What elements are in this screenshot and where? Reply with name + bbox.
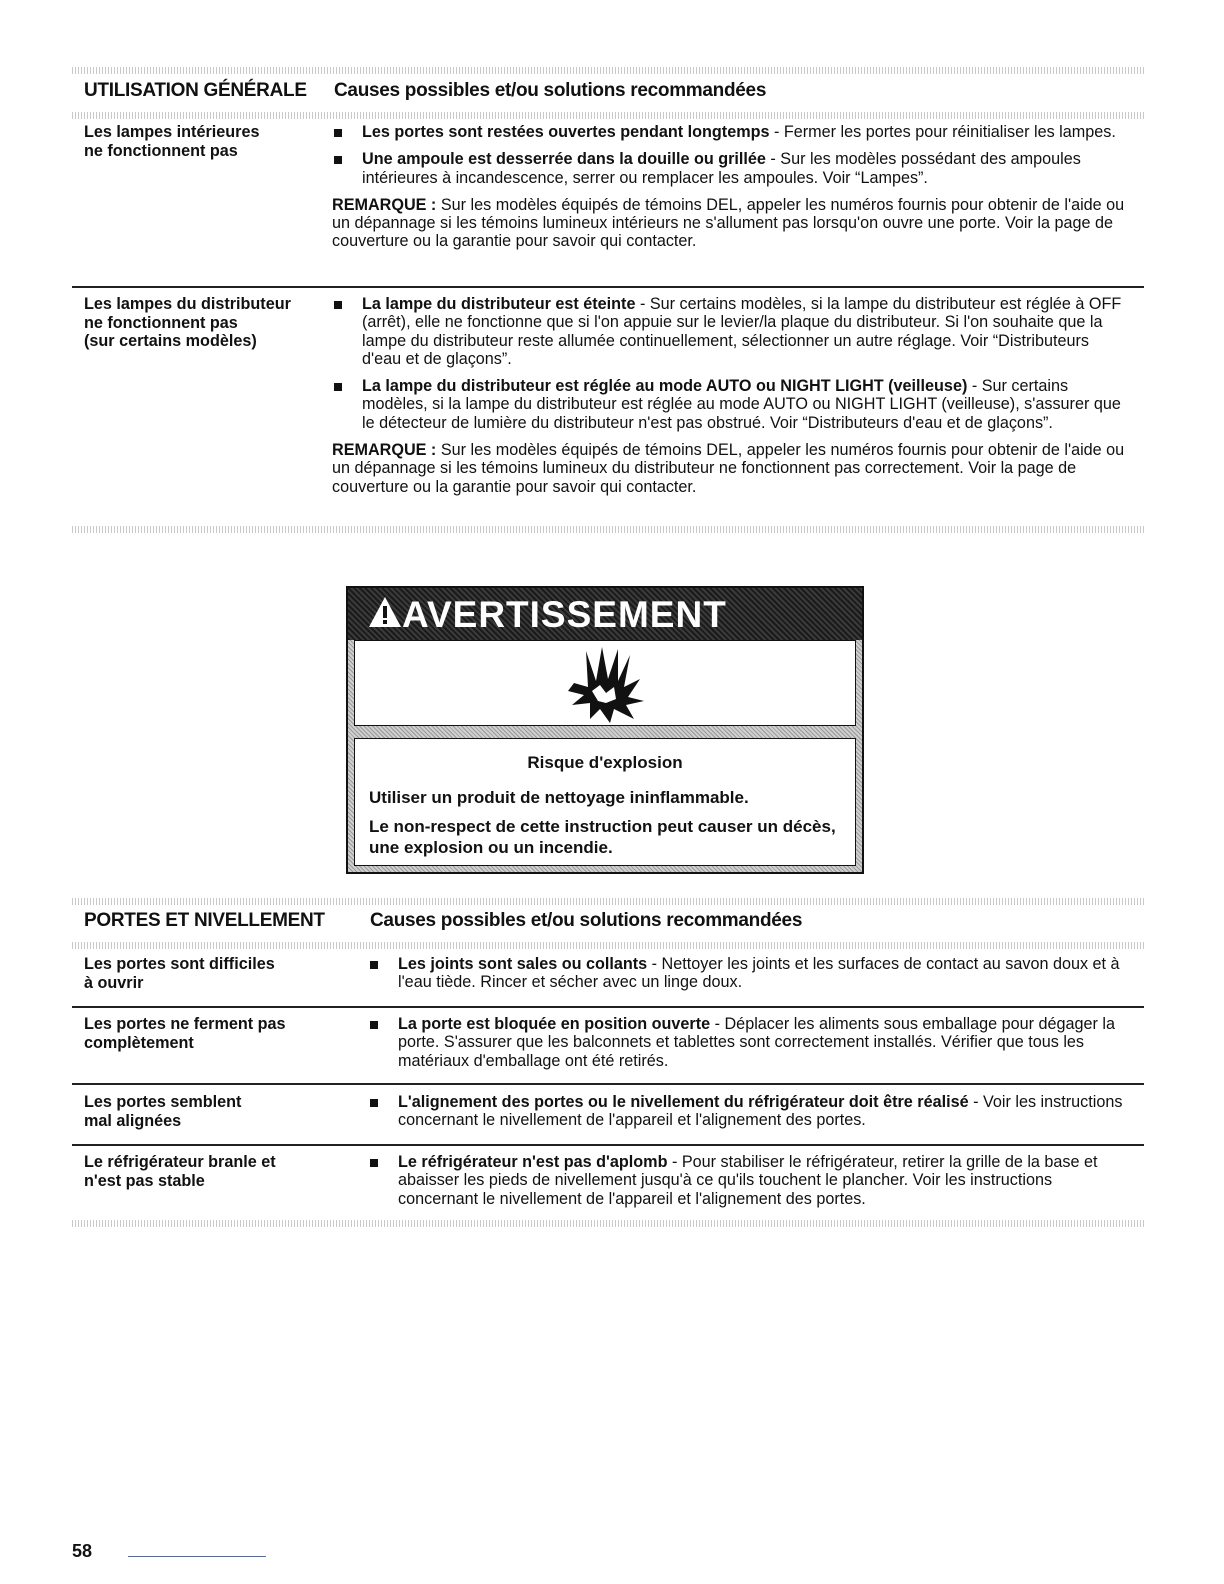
bullet-icon [334, 129, 342, 137]
cause-text: - Voir les instructions concernant le nivellement de l'appareil et l'alignement des portes. [398, 1093, 1123, 1130]
note-label: REMARQUE : [332, 441, 437, 460]
cause-title: Les portes sont restées ouvertes pendant longtemps [362, 123, 770, 141]
cause-text: - Sur certains modèles, si la lampe du distributeur est réglée à OFF (arrêt), elle ne fonctionne que si l'on appuie sur le levier/la plaque du distributeur. Si l'on souhaite que la lampe du distributeur reste allumée continuellement, sélectionner un autre réglage. Voir “Distributeurs d'eau et de glaçons”. [362, 295, 1122, 368]
row-divider [72, 286, 1144, 288]
cause-text: - Sur les modèles possédant des ampoules intérieures à incandescence, serrer ou remplacer les ampoules. Voir “Lampes”. [362, 150, 1081, 187]
section2-title: PORTES ET NIVELLEMENT [84, 910, 325, 931]
warning-symbol-area [354, 640, 856, 726]
note-label: REMARQUE : [332, 195, 437, 214]
cause-title: Une ampoule est desserrée dans la douille ou grillée [362, 150, 766, 169]
section2-row4-problem: Le réfrigérateur branle et n'est pas stable [84, 1153, 276, 1190]
bullet-icon [370, 1099, 378, 1107]
warning-text-area [354, 738, 856, 866]
cause-text: - Fermer les portes pour réinitialiser les lampes. [769, 123, 1116, 141]
warning-hazard: Risque d'explosion [527, 753, 683, 772]
bullet-icon [334, 301, 342, 309]
cause-text: - Sur certains modèles, si la lampe du distributeur est réglée au mode AUTO ou NIGHT LIGHT (veilleuse), s'assurer que le détecteur de lumière du distributeur n'est pas obstrué. Voir “Distributeurs d'eau et de glaçons”. [362, 377, 1121, 432]
bullet-icon [370, 961, 378, 969]
cause-title: La lampe du distributeur est réglée au mode AUTO ou NIGHT LIGHT (veilleuse) [362, 377, 968, 396]
warning-box [346, 586, 864, 874]
section1-row1-causes [332, 123, 1132, 251]
list-item [332, 150, 1132, 187]
section2-row2-causes [368, 1015, 1128, 1079]
warning-title: AVERTISSEMENT [402, 594, 727, 635]
bullet-icon [370, 1021, 378, 1029]
cause-text: - Déplacer les aliments sous emballage pour dégager la porte. S'assurer que les balconnets et tablettes sont correctement installés. Vérifier que tous les matériaux d'emballage ont été retirés. [398, 1015, 1116, 1070]
row-divider [72, 1006, 1144, 1008]
cause-text: - Nettoyer les joints et les surfaces de contact au savon doux et à l'eau tiède. Rincer et sécher avec un linge doux. [398, 955, 1120, 992]
cause-title: Le réfrigérateur n'est pas d'aplomb [398, 1153, 668, 1171]
note-text: Sur les modèles équipés de témoins DEL, appeler les numéros fournis pour obtenir de l'aide ou un dépannage si les témoins lumineux intérieurs ne s'allument pas lorsqu'on ouvre une porte. Voir la page de couverture ou la garantie pour savoir qui contacter. [332, 195, 1125, 251]
bullet-icon [334, 383, 342, 391]
note-text: Sur les modèles équipés de témoins DEL, appeler les numéros fournis pour obtenir de l'aide ou un dépannage si les témoins lumineux du distributeur ne fonctionnent pas correctement. Voir la page de couverture ou la garantie pour savoir qui contacter. [332, 441, 1125, 496]
section2-row1-causes [368, 955, 1128, 1001]
section1-column-header: Causes possibles et/ou solutions recommandées [334, 80, 767, 101]
bullet-icon [334, 156, 342, 164]
cause-title: Les joints sont sales ou collants [398, 955, 648, 973]
section1-header-stripe [72, 112, 1144, 119]
explosion-icon [556, 641, 656, 725]
cause-text: - Pour stabiliser le réfrigérateur, retirer la grille de la base et abaisser les pieds de nivellement jusqu'à ce qu'ils touchent le plancher. Voir les instructions concernant le nivellement de l'appareil et l'alignement des portes. [398, 1153, 1098, 1208]
list-item [368, 1015, 1128, 1070]
warning-triangle-icon [368, 596, 402, 628]
cause-title: La porte est bloquée en position ouverte [398, 1015, 711, 1033]
section1-row2-problem: Les lampes du distributeur ne fonctionnent pas (sur certains modèles) [84, 295, 291, 350]
list-item [368, 1153, 1128, 1208]
section2-row3-problem: Les portes semblent mal alignées [84, 1093, 242, 1130]
section2-row3-causes [368, 1093, 1128, 1139]
warning-banner [348, 588, 862, 640]
section1-title: UTILISATION GÉNÉRALE [84, 80, 307, 101]
list-item [368, 955, 1128, 992]
note [332, 441, 1132, 496]
section2-bottom-stripe [72, 1220, 1144, 1227]
warning-instruction: Utiliser un produit de nettoyage ininflammable. [369, 788, 749, 807]
section1-bottom-stripe [72, 526, 1144, 533]
list-item [332, 123, 1132, 141]
section1-row1-problem: Les lampes intérieures ne fonctionnent pas [84, 123, 260, 160]
section2-header-stripe [72, 942, 1144, 949]
section1-top-stripe [72, 67, 1144, 74]
section1-row2-causes [332, 295, 1132, 496]
bullet-icon [370, 1159, 378, 1167]
section2-top-stripe [72, 898, 1144, 905]
section1-header [84, 80, 767, 102]
section2-header [84, 910, 803, 932]
cause-title: L'alignement des portes ou le nivellement du réfrigérateur doit être réalisé [398, 1093, 969, 1111]
list-item [332, 377, 1132, 432]
page-number: 58 [72, 1541, 93, 1561]
section2-row1-problem: Les portes sont difficiles à ouvrir [84, 955, 275, 992]
section2-row2-problem: Les portes ne ferment pas complètement [84, 1015, 286, 1052]
list-item [332, 295, 1132, 368]
cause-title: La lampe du distributeur est éteinte [362, 295, 636, 313]
row-divider [72, 1144, 1144, 1146]
list-item [368, 1093, 1128, 1130]
row-divider [72, 1083, 1144, 1085]
footer-link-underline [128, 1556, 266, 1557]
section2-row4-causes [368, 1153, 1128, 1217]
note [332, 196, 1132, 251]
warning-consequence: Le non-respect de cette instruction peut causer un décès, une explosion ou un incendie. [369, 817, 836, 857]
section2-column-header: Causes possibles et/ou solutions recommandées [370, 910, 803, 931]
